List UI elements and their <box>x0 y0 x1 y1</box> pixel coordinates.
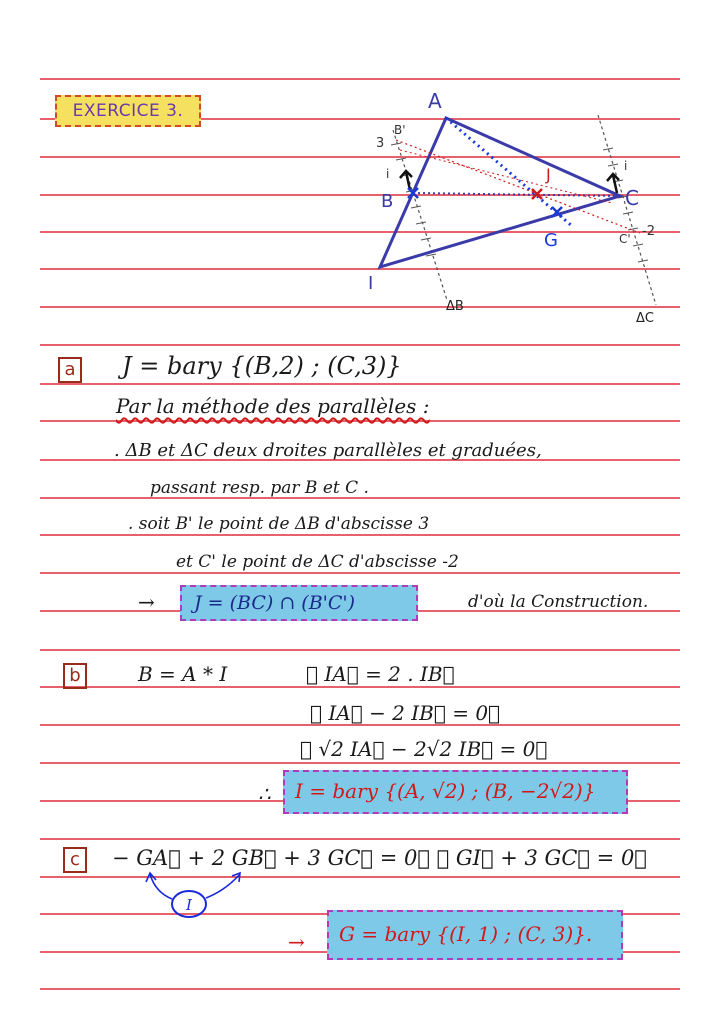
part-b-result: I = bary {(A, √2) ; (B, −2√2)} <box>283 770 628 814</box>
part-b-box: b <box>63 663 87 689</box>
delta-b-label: ΔB <box>446 299 464 314</box>
vector-i-c-label: i <box>624 159 628 173</box>
point-j-label: J <box>546 165 551 184</box>
red-construction-line <box>400 150 612 203</box>
delta-c-label: ΔC <box>636 311 654 326</box>
point-i-label: I <box>368 273 374 294</box>
point-g-label: G <box>544 230 558 251</box>
segment-bc <box>413 193 620 196</box>
part-a-method: Par la méthode des parallèles : <box>116 394 430 418</box>
part-c-arrow: → <box>288 930 305 954</box>
vector-i-b-label: i <box>386 167 390 181</box>
tick-three-label: 3 <box>376 136 385 151</box>
part-c-result: G = bary {(I, 1) ; (C, 3)}. <box>327 910 623 960</box>
part-a-result: J = (BC) ∩ (B'C') <box>180 585 418 621</box>
part-b-therefore: ∴ <box>258 782 271 806</box>
circled-i-label: I <box>186 896 192 914</box>
tick-minus-two-label: -2 <box>642 224 655 239</box>
point-bp-label: B' <box>394 123 406 137</box>
part-b-line1-right: ∴ IA⃗ = 2 . IB⃗ <box>306 662 455 686</box>
delta-c-line <box>598 115 656 305</box>
geometry-figure <box>0 0 720 340</box>
point-b-label: B <box>381 191 394 212</box>
part-b-line3: ∴ √2 IA⃗ − 2√2 IB⃗ = 0⃗ <box>300 737 548 761</box>
part-b-line2: ∴ IA⃗ − 2 IB⃗ = 0⃗ <box>310 701 501 725</box>
delta-b-ticks <box>391 143 436 256</box>
segment-bpcp <box>396 140 640 233</box>
part-a-line1: . ΔB et ΔC deux droites parallèles et graduées, <box>114 440 542 461</box>
part-a-definition: J = bary {(B,2) ; (C,3)} <box>122 352 402 380</box>
part-a-result-suffix: d'où la Construction. <box>468 592 649 612</box>
part-a-line2: passant resp. par B et C . <box>150 478 369 498</box>
point-cp-label: C' <box>619 232 631 246</box>
part-c-box: c <box>63 847 87 873</box>
part-a-line4: et C' le point de ΔC d'abscisse -2 <box>176 552 459 572</box>
part-a-box: a <box>58 357 82 383</box>
part-b-line1-left: B = A * I <box>138 662 228 686</box>
point-c-label: C <box>625 186 639 210</box>
triangle-aic <box>380 118 620 267</box>
part-a-line3: . soit B' le point de ΔB d'abscisse 3 <box>128 514 430 534</box>
part-c-equation: − GA⃗ + 2 GB⃗ + 3 GC⃗ = 0⃗ ∴ GI⃗ + 3 GC⃗ = 0⃗ <box>112 846 647 870</box>
part-a-arrow: → <box>138 590 155 614</box>
point-a-label: A <box>428 89 442 113</box>
exercise-title: EXERCICE 3. <box>55 95 201 127</box>
